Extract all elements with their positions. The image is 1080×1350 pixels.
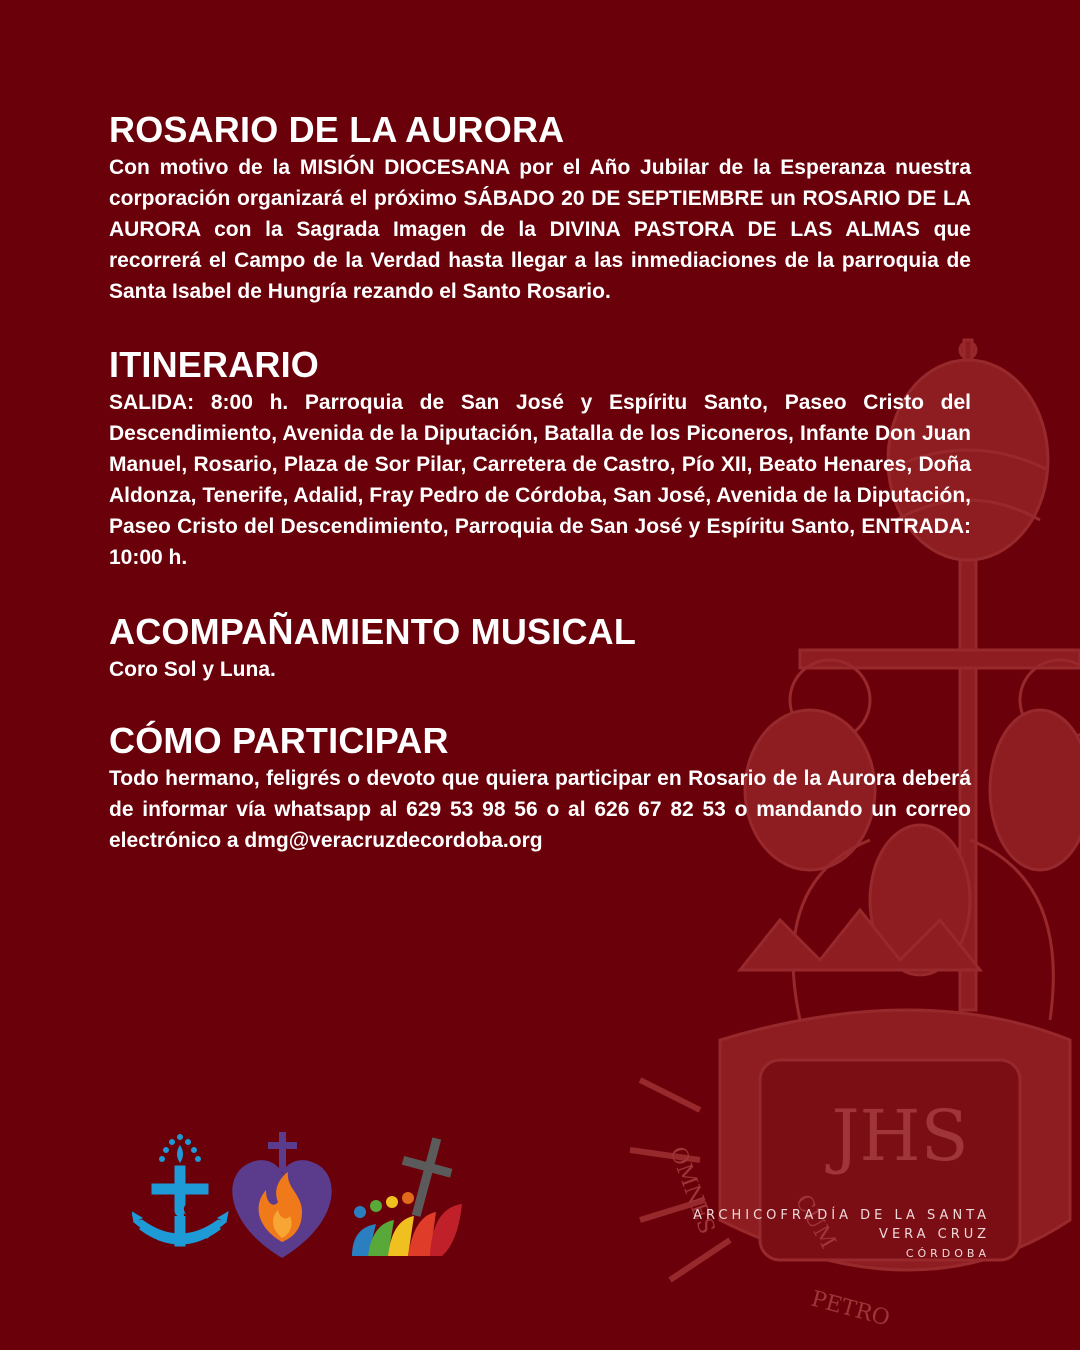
footer-line-2: VERA CRUZ [879,1227,990,1242]
footer-line-1: ARCHICOFRADÍA DE LA SANTA [693,1208,990,1223]
logos-row [132,1132,467,1262]
anchor-cross-icon [132,1135,228,1247]
jubilee-pilgrims-cross-icon [352,1137,462,1256]
main-content [109,108,971,856]
body-itinerario: SALIDA: 8:00 h. Parroquia de San José y Espíritu Santo, Paseo Cristo del Descendimiento, Avenida de la Diputación, Batalla de los Piconeros, Infante Don Juan Manuel, Rosario, Plaza de Sor Pilar, Carretera de Castro, Pío XII, Beato Henares, Doña Aldonza, Tenerife, Adalid, Fray Pedro de Córdoba, San José, Avenida de la Diputación, Paseo Cristo del Descendimiento, Parroquia de San José y Espíritu Santo, ENTRADA: 10:00 h. [109,391,971,569]
title-acompanamiento: ACOMPAÑAMIENTO MUSICAL [109,611,637,652]
footer-line-3: CÓRDOBA [905,1247,990,1260]
svg-text:PETRO: PETRO [808,1286,893,1332]
svg-text:CUM: CUM [789,1190,841,1254]
svg-text:A Ω: A Ω [164,1200,198,1221]
svg-text:JHS: JHS [831,1095,969,1177]
svg-text:OMNES: OMNES [664,1143,719,1238]
title-rosario: ROSARIO DE LA AURORA [109,109,565,150]
title-itinerario: ITINERARIO [109,344,320,385]
heart-flame-cross-icon [232,1132,331,1258]
body-como-participar: Todo hermano, feligrés o devoto que quiera participar en Rosario de la Aurora deberá de informar vía whatsapp al 629 53 98 56 o al 626 67 82 53 o mandando un correo electrónico a dmg@veracruzdecordoba.org [109,767,971,852]
footer-organization [693,1206,990,1263]
body-acompanamiento: Coro Sol y Luna. [109,658,276,681]
title-como-participar: CÓMO PARTICIPAR [109,720,449,761]
body-rosario: Con motivo de la MISIÓN DIOCESANA por el Año Jubilar de la Esperanza nuestra corporación organizará el próximo SÁBADO 20 DE SEPTIEMBRE un ROSARIO DE LA AURORA con la Sagrada Imagen de la DIVINA PASTORA DE LAS ALMAS que recorrerá el Campo de la Verdad hasta llegar a las inmediaciones de la parroquia de Santa Isabel de Hungría rezando el Santo Rosario. [109,156,971,303]
